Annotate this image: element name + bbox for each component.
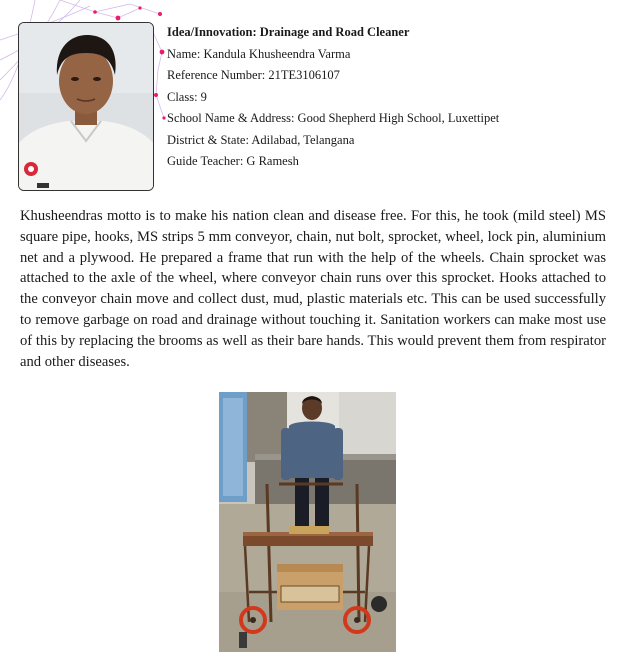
reference-number: Reference Number: 21TE3106107 bbox=[167, 68, 340, 82]
district-state: District & State: Adilabad, Telangana bbox=[167, 132, 355, 147]
student-class: Class: 9 bbox=[167, 89, 207, 104]
student-photo bbox=[18, 22, 154, 191]
idea-title: Idea/Innovation: Drainage and Road Cleaner bbox=[167, 25, 410, 39]
student-name: Name: Kandula Khusheendra Varma bbox=[167, 46, 351, 61]
school-name-address: School Name & Address: Good Shepherd High School, Luxettipet bbox=[167, 111, 500, 125]
profile-info bbox=[167, 22, 607, 173]
guide-teacher: Guide Teacher: G Ramesh bbox=[167, 154, 299, 168]
description-paragraph: Khusheendras motto is to make his nation clean and disease free. For this, he took (mild steel) MS square pipe, hooks, MS strips 5 mm conveyor, chain, nut bolt, sprocket, wheel, lock pin, aluminium net and a plywood. He prepared a frame that run with the help of the wheels. Chain sprocket was attached to the axle of the wheel, where conveyor chain runs over this sprocket. Hooks attached to the conveyor chain move and collect dust, mud, plastic materials etc. This can be used successfully to remove garbage on road and drainage without touching it. Sanitation workers can make most use of this by replacing the brooms as well as their bare hands. This would prevent them from respirator and other diseases. bbox=[20, 208, 606, 370]
project-photo bbox=[219, 392, 396, 652]
